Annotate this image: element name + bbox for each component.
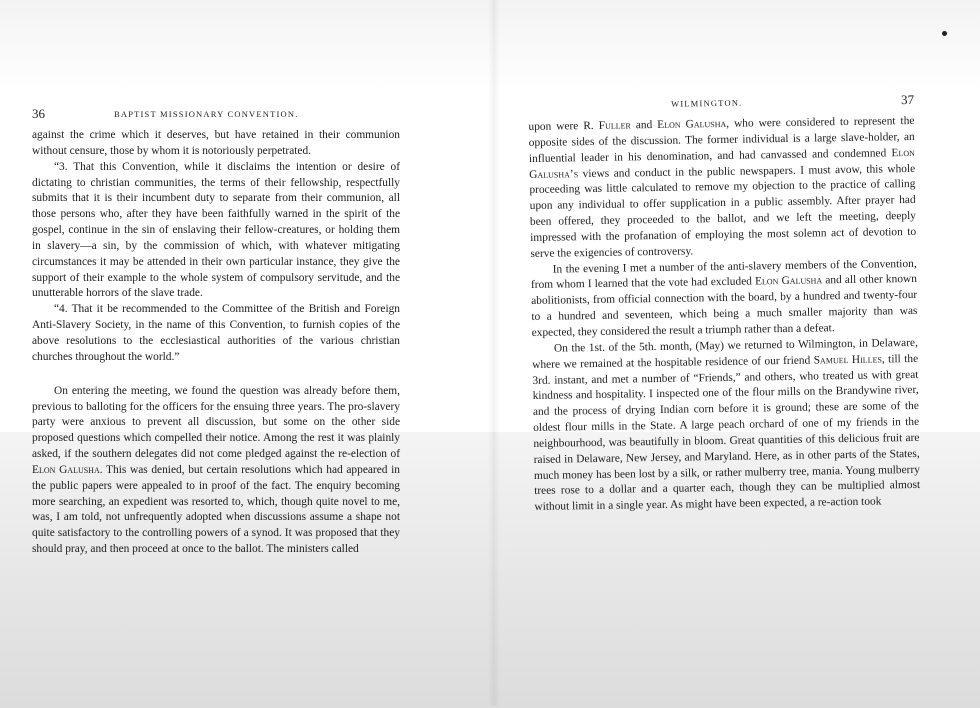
paragraph-text: In the evening I met a number of the anti-slavery members of the Convention, from whom I learned that the vote had excluded (530, 257, 917, 292)
paragraph-ballot (528, 114, 916, 263)
left-running-title: BAPTIST MISSIONARY CONVENTION. (114, 109, 299, 119)
paragraph-text: , who were considered to represent the opposite sides of the discussion. The former individual is a large slave-holder, an influential leader in his denomination, and had canvassed and condemned (528, 114, 915, 165)
paragraph-text: On the 1st. of the 5th. month, (May) we returned to Wilmington, in Delaware, where we remained at the hospitable residence of our friend (532, 336, 918, 371)
paragraph-text: upon were (528, 120, 579, 133)
left-page (32, 106, 400, 558)
person-name: Elon Galusha (754, 274, 823, 288)
person-name: Elon Galusha’s (529, 146, 915, 181)
paragraph-text: On entering the meeting, we found the question was already before them, previous to balloting for the officers for the ensuing three years. The pro-slavery party were anxious to prevent all discussion, but some on the other side proposed questions which compelled their notice. Among the rest it was plainly asked, if the southern delegates did not come pledged against the re-election of (32, 384, 400, 461)
person-name: Elon Galusha (657, 117, 727, 131)
left-page-body (32, 128, 400, 558)
resolution-4: “4. That it be recommended to the Committee of the British and Foreign Anti-Slavery Society, in the name of this Convention, to furnish copies of the above resolutions to the ecclesiastical authorities of the various christian churches throughout the world.” (32, 303, 400, 363)
book-gutter (488, 0, 500, 706)
resolution-3: “3. That this Convention, while it disclaims the intention or desire of dictating to christian communities, the terms of their fellowship, respectfully submits that it is their incumbent duty to separate from their communion, all those persons who, after they have been faithfully warned in the spirit of the gospel, continue in the sin of enslaving their fellow-creatures, or holding them in slavery—a sin, by the commission of which, with whatever mitigating circumstances it may be attended in their own particular instance, they give the support of their example to the whole system of compulsory servitude, and the unutterable horrors of the slave trade. (32, 160, 400, 300)
scan-speck (942, 31, 947, 36)
left-page-number: 36 (32, 106, 45, 121)
person-name: Elon Galusha (32, 463, 100, 476)
paragraph-text: and (635, 119, 653, 132)
right-page-body (528, 114, 920, 516)
left-running-head (32, 106, 400, 128)
paragraph-wilmington (532, 336, 921, 516)
paragraph-text: and all other known abolitionists, from official connection with the board, by a hundred and twenty-four to a hundred and seventeen, which being a much smaller majority than was expected, they considered the result a triumph rather than a defeat. (531, 273, 918, 339)
paragraph-text: views and conduct in the public newspapers. I must avow, this whole proceeding was little calculated to remove my objection to the practice of calling upon any individual to offer supplication in a public assembly. After prayer had been offered, they proceeded to the ballot, and we left the meeting, deeply impressed with the profanation of employing the most solemn act of devotion to serve the exigencies of controversy. (529, 162, 917, 260)
person-name: Samuel Hilles (813, 353, 882, 367)
right-page-number: 37 (900, 91, 915, 108)
paragraph-evening (531, 257, 918, 342)
paragraph-continuation: against the crime which it deserves, but have retained in their communion without censure, those by whom it is notoriously perpetrated. (32, 129, 400, 157)
person-name: R. Fuller (583, 119, 631, 133)
right-running-title: WILMINGTON. (671, 97, 743, 109)
paragraph-text: , till the 3rd. instant, and met a number of “Friends,” and others, who treated us with great kindness and hospitality. I inspected one of the flour mills on the Brandywine river, and the process of drying Indian corn before it is ground; these are some of the oldest flour mills in the State. A large peach orchard of one of my friends in the neighbourhood, was beautifully in bloom. Great quantities of this delicious fruit are raised in Delaware, New Jersey, and Maryland. Here, as in other parts of the States, much money has been lost by a silk, or rather mulberry tree, mania. Young mulberry trees rose to a dollar and a quarter each, though they can be multiplied almost without limit in a single year. As might have been expected, a re-action took (532, 352, 921, 514)
paragraph-text: . This was denied, but certain resolutions which had appeared in the public papers were appealed to in proof of the fact. The enquiry becoming more searching, an expedient was resorted to, which, though quite novel to me, was, I am told, not unfrequently adopted when discussions assume a shape not quite satisfactory to the controlling powers of a synod. It was proposed that they should pray, and then proceed at once to the ballot. The ministers called (32, 463, 401, 556)
paragraph-meeting (32, 384, 400, 558)
right-page (528, 92, 921, 516)
